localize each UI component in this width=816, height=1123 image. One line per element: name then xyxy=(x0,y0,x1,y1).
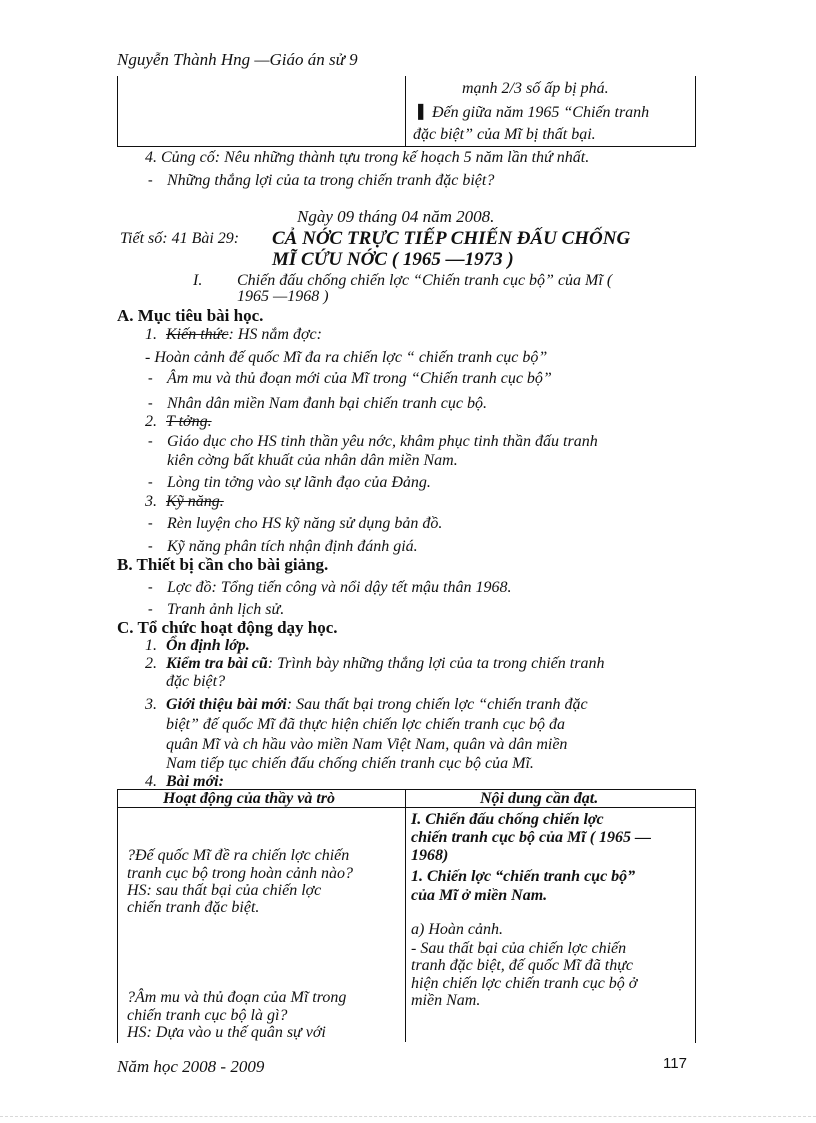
step-2-rest: : Trình bày những thắng lợi của ta trong chiến tranh xyxy=(267,655,605,672)
main-table-divider xyxy=(405,789,406,1042)
page-number: 117 xyxy=(663,1055,687,1072)
skill-item-2: Kỹ năng phân tích nhận định đánh giá. xyxy=(167,538,418,555)
step-3-label: Giới thiệu bài mới xyxy=(166,696,287,713)
thought-item-1a: Giáo dục cho HS tinh thần yêu nớc, khâm phục tinh thần đấu tranh xyxy=(167,433,598,450)
square-bullet-icon: - xyxy=(148,539,153,554)
section-c-title: C. Tổ chức hoạt động dạy học. xyxy=(117,618,338,637)
lesson-sub-1: Chiến đấu chống chiến lợc “Chiến tranh cục bộ” của Mĩ ( xyxy=(237,272,613,289)
step-3-number: 3. xyxy=(145,696,157,713)
left-q2-b: chiến tranh cục bộ là gì? xyxy=(127,1007,288,1024)
col2-header: Nội dung cần đạt. xyxy=(480,790,599,807)
right-heading-2b: của Mĩ ở miền Nam. xyxy=(411,887,548,904)
equipment-item-1: Lợc đồ: Tổng tiến công và nổi dậy tết mậu thân 1968. xyxy=(167,579,512,596)
knowledge-number: 1. xyxy=(145,326,157,343)
right-heading-1a: I. Chiến đấu chống chiến lợc xyxy=(411,811,604,828)
col1-header: Hoạt động của thầy và trò xyxy=(163,790,336,807)
right-heading-2a: 1. Chiến lợc “chiến tranh cục bộ” xyxy=(411,868,636,885)
step-2-line-b: đặc biệt? xyxy=(166,673,226,690)
step-3-rest: : Sau thất bại trong chiến lợc “chiến tranh đặc xyxy=(286,696,588,713)
right-a-title: a) Hoàn cảnh. xyxy=(411,921,503,938)
skill-number: 3. xyxy=(145,493,157,510)
knowledge-rest: : HS nắm đợc: xyxy=(228,326,322,343)
step-3 xyxy=(166,696,588,714)
left-q1-b: tranh cục bộ trong hoàn cảnh nào? xyxy=(127,865,354,882)
thought-item-2: Lòng tin tởng vào sự lãnh đạo của Đảng. xyxy=(167,474,431,491)
consolidate-question: Những thắng lợi của ta trong chiến tranh đặc biệt? xyxy=(167,172,495,189)
top-table-line-3: đặc biệt” của Mĩ bị thất bại. xyxy=(413,126,596,143)
equipment-item-2: Tranh ảnh lịch sử. xyxy=(167,601,285,618)
top-table-divider xyxy=(405,76,406,147)
right-a-2: tranh đặc biệt, đế quốc Mĩ đã thực xyxy=(411,957,634,974)
thought-number: 2. xyxy=(145,413,157,430)
left-q2-c: HS: Dựa vào u thế quân sự với xyxy=(127,1024,326,1041)
square-bullet-icon: - xyxy=(148,516,153,531)
lesson-title-2: MĨ CỨU NỚC ( 1965 —1973 ) xyxy=(272,249,514,270)
knowledge-item-1: - Hoàn cảnh đế quốc Mĩ đa ra chiến lợc “ chiến tranh cục bộ” xyxy=(145,349,548,366)
thought-item-1b: kiên cờng bất khuất của nhân dân miền Nam. xyxy=(167,452,458,469)
step-1-number: 1. xyxy=(145,637,157,654)
page-bottom-divider xyxy=(0,1116,816,1117)
right-a-1: - Sau thất bại của chiến lợc chiến xyxy=(411,940,627,957)
step-3-line-c: quân Mĩ và ch hầu vào miền Nam Việt Nam, quân và dân miền xyxy=(166,736,568,753)
lesson-date: Ngày 09 tháng 04 năm 2008. xyxy=(297,207,495,226)
top-table-line-1: mạnh 2/3 số ấp bị phá. xyxy=(462,80,609,97)
step-3-line-d: Nam tiếp tục chiến đấu chống chiến tranh cục bộ của Mĩ. xyxy=(166,755,534,772)
section-b-title: B. Thiết bị cần cho bài giảng. xyxy=(117,555,329,574)
square-bullet-icon: - xyxy=(148,371,153,386)
square-bullet-icon: - xyxy=(148,475,153,490)
right-a-4: miền Nam. xyxy=(411,992,481,1009)
square-bullet-icon: - xyxy=(148,580,153,595)
section-a-title: A. Mục tiêu bài học. xyxy=(117,306,264,325)
lesson-sub-number: I. xyxy=(193,272,203,289)
square-bullet-icon: - xyxy=(148,434,153,449)
consolidate-item: 4. Củng cố: Nêu những thành tựu trong kế hoạch 5 năm lần thứ nhất. xyxy=(145,149,590,166)
knowledge-label: Kiến thức xyxy=(166,326,229,343)
page-header: Nguyễn Thành Hng —Giáo án sử 9 xyxy=(117,50,358,69)
top-table-line-2: Đến giữa năm 1965 “Chiến tranh xyxy=(432,104,650,121)
left-q1-d: chiến tranh đặc biệt. xyxy=(127,899,260,916)
knowledge-item-3: Nhân dân miền Nam đanh bại chiến tranh cục bộ. xyxy=(167,395,487,412)
skill-item-1: Rèn luyện cho HS kỹ năng sử dụng bản đồ. xyxy=(167,515,443,532)
square-bullet-icon: - xyxy=(148,396,153,411)
right-a-3: hiện chiến lợc chiến tranh cục bộ ở xyxy=(411,975,638,992)
skill-label: Kỹ năng. xyxy=(166,493,224,510)
lesson-title-1: CẢ NỚC TRỰC TIẾP CHIẾN ĐẤU CHỐNG xyxy=(272,228,631,249)
step-4: Bài mới: xyxy=(166,773,224,790)
right-heading-1c: 1968) xyxy=(411,847,449,864)
knowledge-item-2: Âm mu và thủ đoạn mới của Mĩ trong “Chiến tranh cục bộ” xyxy=(167,370,552,387)
step-4-number: 4. xyxy=(145,773,157,790)
thought-label: T tởng. xyxy=(166,413,212,430)
step-2-label: Kiểm tra bài cũ xyxy=(166,655,268,672)
step-1: Ổn định lớp. xyxy=(166,637,250,654)
right-heading-1b: chiến tranh cục bộ của Mĩ ( 1965 — xyxy=(411,829,652,846)
wingding-circle-icon: ❚ xyxy=(414,103,428,120)
knowledge-heading xyxy=(166,326,322,344)
square-bullet-icon: - xyxy=(148,602,153,617)
left-q1-c: HS: sau thất bại của chiến lợc xyxy=(127,882,322,899)
square-bullet-icon: - xyxy=(148,173,153,188)
lesson-label: Tiết số: 41 Bài 29: xyxy=(120,230,240,247)
footer-school-year: Năm học 2008 - 2009 xyxy=(117,1057,265,1076)
step-2-number: 2. xyxy=(145,655,157,672)
lesson-sub-2: 1965 —1968 ) xyxy=(237,288,329,305)
step-3-line-b: biệt” đế quốc Mĩ đã thực hiện chiến lợc chiến tranh cục bộ đa xyxy=(166,716,565,733)
left-q2-a: ?Âm mu và thủ đoạn của Mĩ trong xyxy=(127,989,347,1006)
step-2 xyxy=(166,655,604,673)
left-q1-a: ?Đế quốc Mĩ đề ra chiến lợc chiến xyxy=(127,847,350,864)
